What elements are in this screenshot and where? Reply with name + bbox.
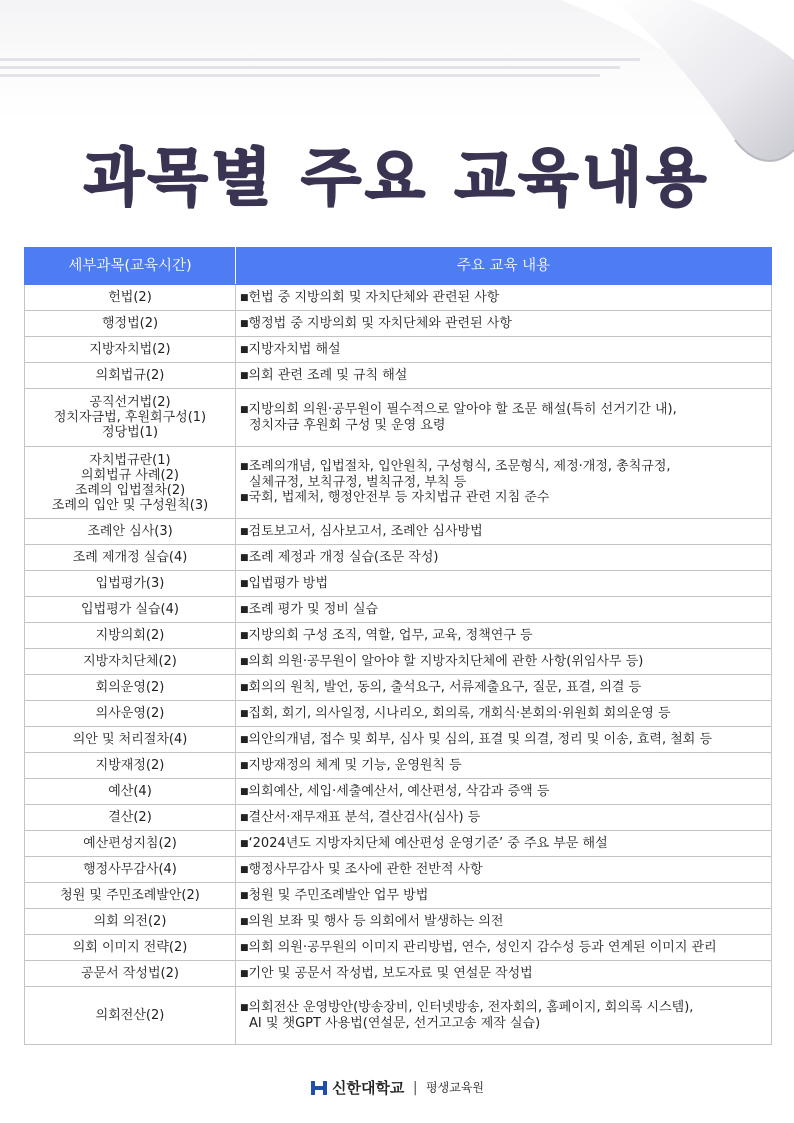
content-cell: [236, 831, 772, 857]
subject-cell: [25, 337, 236, 363]
content-cell: [236, 857, 772, 883]
curriculum-table: [24, 247, 772, 1045]
content-text: 회의의 원칙, 발언, 동의, 출석요구, 서류제출요구, 질문, 표결, 의결 등: [248, 679, 642, 695]
content-text: 조례의개념, 입법절차, 입안원칙, 구성형식, 조문형식, 제정·개정, 총칙규정,: [248, 459, 671, 474]
table-row: [25, 363, 772, 389]
content-text: 의회 의원·공무원이 알아야 할 지방자치단체에 관한 사항(위임사무 등): [248, 653, 644, 669]
bullet-icon: ■: [240, 405, 249, 415]
subject-line: 행정법(2): [101, 316, 159, 331]
table-row: [25, 337, 772, 363]
content-cell: [236, 519, 772, 545]
table-row: [25, 519, 772, 545]
subject-cell: [25, 675, 236, 701]
subject-cell: [25, 701, 236, 727]
subject-cell: [25, 727, 236, 753]
content-bullet-item: [240, 758, 767, 774]
subject-line: 의회 이미지 전략(2): [72, 940, 188, 955]
bullet-icon: ■: [240, 318, 249, 329]
subject-line: 의회전산(2): [95, 1008, 165, 1023]
content-bullet-item: [240, 862, 767, 878]
bullet-icon: ■: [240, 838, 249, 849]
table-row: [25, 311, 772, 337]
table-row: [25, 597, 772, 623]
subject-line: 예산(4): [108, 784, 152, 799]
subject-line: 조례 제개정 실습(4): [72, 550, 188, 565]
page-title: 과목별 주요 교육내용: [83, 141, 711, 214]
subject-cell: [25, 883, 236, 909]
content-text: 입법평가 방법: [248, 575, 328, 591]
table-row: [25, 805, 772, 831]
subject-cell: [25, 571, 236, 597]
content-cell: [236, 571, 772, 597]
subject-line: 지방자치법(2): [89, 342, 171, 357]
content-cell: [236, 285, 772, 311]
table-row: [25, 675, 772, 701]
content-text: 지방의회 구성 조직, 역할, 업무, 교육, 정책연구 등: [248, 627, 533, 643]
table-row: [25, 727, 772, 753]
content-cell: [236, 935, 772, 961]
table-row: [25, 285, 772, 311]
subject-line: 의회법규(2): [95, 368, 165, 383]
subject-cell: [25, 623, 236, 649]
subject-cell: [25, 311, 236, 337]
subject-cell: [25, 935, 236, 961]
table-row: [25, 545, 772, 571]
content-text: 행정사무감사 및 조사에 관한 전반적 사항: [248, 861, 483, 877]
subject-cell: [25, 597, 236, 623]
table-row: [25, 753, 772, 779]
subject-cell: [25, 447, 236, 519]
table-row: [25, 909, 772, 935]
bullet-icon: ■: [240, 734, 249, 745]
bullet-icon: ■: [240, 890, 249, 901]
subject-line: 공문서 작성법(2): [81, 966, 179, 981]
content-text: 검토보고서, 심사보고서, 조례안 심사방법: [248, 523, 483, 539]
table-row: [25, 447, 772, 519]
bullet-icon: ■: [240, 656, 249, 667]
content-text: 조례 평가 및 정비 실습: [248, 601, 379, 617]
bullet-icon: ■: [240, 552, 249, 563]
bullet-icon: ■: [240, 916, 249, 927]
content-bullet-item: [240, 576, 767, 592]
subject-cell: [25, 519, 236, 545]
subject-line: 예산편성지침(2): [83, 836, 177, 851]
content-bullet-item: [240, 914, 767, 930]
content-bullet-item: [240, 368, 767, 384]
bullet-icon: ■: [240, 812, 249, 823]
content-text: AI 및 챗GPT 사용법(연설문, 선거고고송 제작 실습): [249, 1016, 541, 1031]
table-row: [25, 831, 772, 857]
content-cell: [236, 727, 772, 753]
content-text: 집회, 회기, 의사일정, 시나리오, 회의록, 개회식·본회의·위원회 회의운영 등: [248, 705, 671, 721]
content-text: 의원 보좌 및 행사 등 의회에서 발생하는 의전: [248, 913, 504, 929]
content-cell: [236, 545, 772, 571]
content-bullet-item: [240, 706, 767, 722]
table-row: [25, 857, 772, 883]
content-bullet-item: [240, 316, 767, 332]
content-cell: [236, 909, 772, 935]
bullet-icon: ■: [240, 682, 249, 693]
content-text: 실체규정, 보칙규정, 벌칙규정, 부칙 등: [249, 475, 467, 490]
content-text: 의회 관련 조례 및 규칙 해설: [248, 367, 408, 383]
content-bullet-item: [240, 524, 767, 540]
content-text: 의회전산 운영방안(방송장비, 인터넷방송, 전자회의, 홈페이지, 회의록 시스템),: [248, 1000, 694, 1015]
content-bullet-item: [240, 810, 767, 826]
university-logo-icon: [310, 1079, 328, 1097]
content-cell: [236, 987, 772, 1045]
subject-line: 청원 및 주민조례발안(2): [60, 888, 200, 903]
bullet-icon: ■: [240, 578, 249, 589]
content-bullet-item: [240, 290, 767, 306]
table-row: [25, 701, 772, 727]
bullet-icon: ■: [240, 786, 249, 797]
content-bullet-item: [240, 732, 767, 748]
bullet-icon: ■: [240, 493, 249, 503]
content-bullet-item: [240, 490, 767, 506]
subject-cell: [25, 805, 236, 831]
content-cell: [236, 649, 772, 675]
content-text: 헌법 중 지방의회 및 자치단체와 관련된 사항: [248, 289, 500, 305]
subject-line: 행정사무감사(4): [83, 862, 177, 877]
bullet-icon: ■: [240, 760, 249, 771]
table-body: [25, 285, 772, 1045]
table-row: [25, 623, 772, 649]
subject-line: 지방재정(2): [95, 758, 165, 773]
table-header-row: [25, 248, 772, 285]
content-bullet-item: [240, 550, 767, 566]
table-row: [25, 779, 772, 805]
content-bullet-item: [240, 784, 767, 800]
content-cell: [236, 363, 772, 389]
content-continuation-line: [240, 1016, 767, 1031]
subject-line: 조례의 입안 및 구성원칙(3): [51, 497, 209, 513]
subject-cell: [25, 753, 236, 779]
department-name: 평생교육원: [426, 1080, 485, 1095]
subject-line: 의안 및 처리절차(4): [72, 732, 188, 747]
subject-cell: [25, 649, 236, 675]
content-cell: [236, 597, 772, 623]
content-text: 지방자치법 해설: [248, 341, 341, 357]
university-logo: [310, 1077, 404, 1098]
subject-line: 의회 의전(2): [93, 914, 167, 929]
subject-line: 정당법(1): [101, 425, 159, 440]
subject-cell: [25, 831, 236, 857]
subject-line: 헌법(2): [108, 290, 152, 305]
subject-cell: [25, 987, 236, 1045]
table-row: [25, 571, 772, 597]
bullet-icon: ■: [240, 630, 249, 641]
content-text: ‘2024년도 지방자치단체 예산편성 운영기준’ 중 주요 부문 해설: [248, 835, 608, 851]
content-continuation-line: [240, 475, 767, 490]
table-row: [25, 961, 772, 987]
bullet-icon: ■: [240, 1003, 249, 1013]
content-cell: [236, 805, 772, 831]
bullet-icon: ■: [240, 370, 249, 381]
content-text: 결산서·재무재표 분석, 결산검사(심사) 등: [248, 809, 481, 825]
content-continuation-line: [240, 418, 767, 433]
content-cell: [236, 675, 772, 701]
subject-cell: [25, 857, 236, 883]
subject-line: 입법평가(3): [95, 576, 165, 591]
university-name: 신한대학교: [331, 1079, 405, 1097]
subject-line: 공직선거법(2): [89, 395, 171, 410]
bullet-icon: ■: [240, 604, 249, 615]
content-bullet-item: [240, 966, 767, 982]
bullet-icon: ■: [240, 526, 249, 537]
footer-separator: |: [412, 1079, 418, 1096]
content-text: 의회예산, 세입·세출예산서, 예산편성, 삭감과 증액 등: [248, 783, 550, 799]
content-cell: [236, 961, 772, 987]
table-row: [25, 649, 772, 675]
content-cell: [236, 337, 772, 363]
subject-line: 결산(2): [108, 810, 152, 825]
bullet-icon: ■: [240, 462, 249, 472]
content-bullet-item: [240, 940, 767, 956]
content-text: 의안의개념, 접수 및 회부, 심사 및 심의, 표결 및 의결, 정리 및 이송, 효력, 철회 등: [248, 731, 713, 747]
subject-line: 의사운영(2): [95, 706, 165, 721]
content-text: 지방재정의 체계 및 기능, 운영원칙 등: [248, 757, 462, 773]
content-cell: [236, 311, 772, 337]
subject-cell: [25, 363, 236, 389]
table-row: [25, 389, 772, 447]
content-text: 청원 및 주민조례발안 업무 방법: [248, 887, 429, 903]
content-text: 국회, 법제처, 행정안전부 등 자치법규 관련 지침 준수: [248, 490, 550, 505]
content-text: 조례 제정과 개정 실습(조문 작성): [248, 549, 439, 565]
content-cell: [236, 701, 772, 727]
content-cell: [236, 447, 772, 519]
subject-cell: [25, 961, 236, 987]
subject-line: 회의운영(2): [95, 680, 165, 695]
content-text: 의회 의원·공무원의 이미지 관리방법, 연수, 성인지 감수성 등과 연계된 이미지 관리: [248, 939, 717, 955]
subject-line: 입법평가 실습(4): [81, 602, 179, 617]
subject-line: 지방의회(2): [95, 628, 165, 643]
header-content: 주요 교육 내용: [236, 248, 772, 285]
subject-line: 조례의 입법절차(2): [74, 482, 186, 498]
content-bullet-item: [240, 888, 767, 904]
content-bullet-item: [240, 1000, 767, 1016]
bullet-icon: ■: [240, 708, 249, 719]
subject-cell: [25, 285, 236, 311]
table-row: [25, 987, 772, 1045]
table-row: [25, 883, 772, 909]
content-cell: [236, 883, 772, 909]
content-cell: [236, 389, 772, 447]
bullet-icon: ■: [240, 942, 249, 953]
subject-line: 지방자치단체(2): [83, 654, 177, 669]
content-text: 정치자금 후원회 구성 및 운영 요령: [249, 418, 446, 433]
subject-line: 자치법규란(1): [89, 452, 171, 468]
subject-cell: [25, 545, 236, 571]
subject-cell: [25, 779, 236, 805]
content-bullet-item: [240, 402, 767, 418]
bullet-icon: ■: [240, 968, 249, 979]
subject-cell: [25, 389, 236, 447]
content-text: 기안 및 공문서 작성법, 보도자료 및 연설문 작성법: [248, 965, 533, 981]
content-bullet-item: [240, 602, 767, 618]
subject-line: 조례안 심사(3): [87, 524, 173, 539]
content-bullet-item: [240, 628, 767, 644]
content-text: 행정법 중 지방의회 및 자치단체와 관련된 사항: [248, 315, 512, 331]
bullet-icon: ■: [240, 292, 249, 303]
bullet-icon: ■: [240, 864, 249, 875]
content-bullet-item: [240, 680, 767, 696]
content-cell: [236, 779, 772, 805]
subject-line: 의회법규 사례(2): [81, 467, 179, 483]
content-cell: [236, 753, 772, 779]
table-row: [25, 935, 772, 961]
header-subject: 세부과목(교육시간): [25, 248, 236, 285]
content-bullet-item: [240, 459, 767, 475]
subject-cell: [25, 909, 236, 935]
content-cell: [236, 623, 772, 649]
footer: [0, 1077, 794, 1098]
content-bullet-item: [240, 342, 767, 358]
content-bullet-item: [240, 654, 767, 670]
subject-line: 정치자금법, 후원회구성(1): [53, 410, 207, 425]
bullet-icon: ■: [240, 344, 249, 355]
content-bullet-item: [240, 836, 767, 852]
content-text: 지방의회 의원·공무원이 필수적으로 알아야 할 조문 해설(특히 선거기간 내),: [248, 402, 677, 417]
